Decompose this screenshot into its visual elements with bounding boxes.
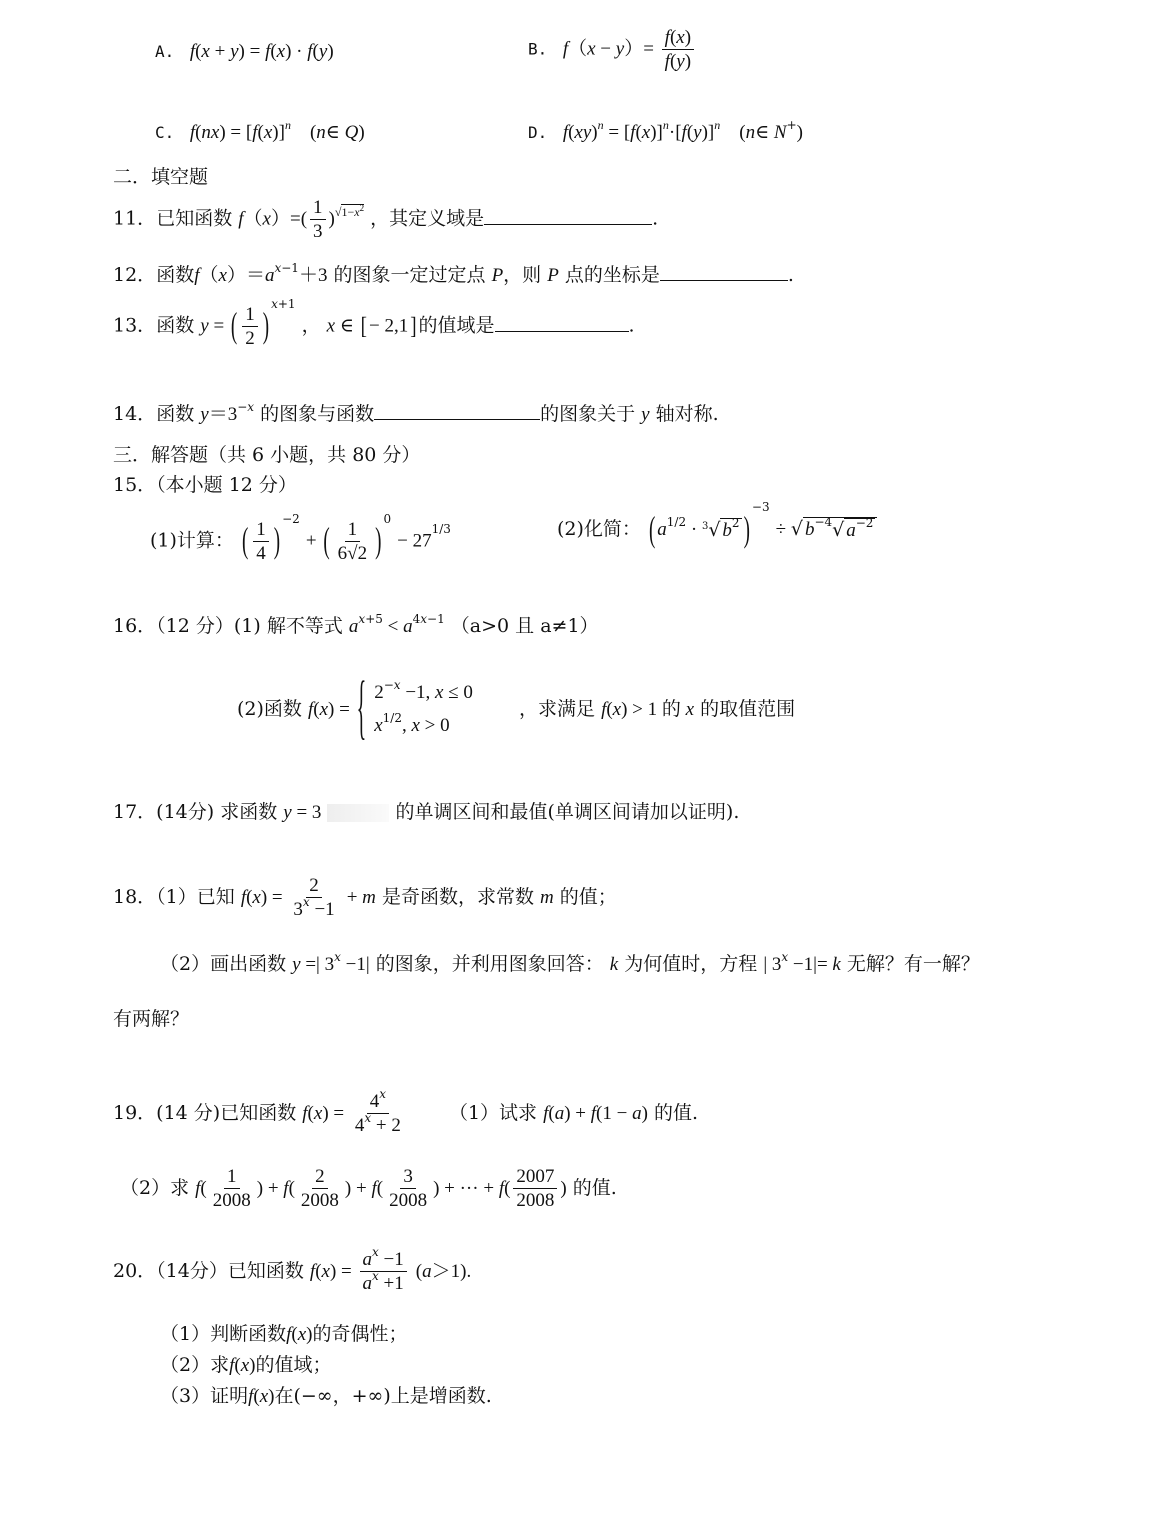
question-18-part-2: （2）画出函数 y =| $3^x -1|$ 的图象，并利用图象回答： k 为何值时，方程 | $3^x -1|= k$ 无解？有一解？ (160, 950, 980, 975)
section-2-title: 二．填空题 (113, 166, 209, 188)
question-20: 20．（14分）已知函数 f(x) = $\frac{a^x -1}{a^x +1}$ (a＞1). (113, 1245, 472, 1294)
choice-d: D. $f(xy)^n = [f(x)]^n\cdot[f(y)]^n$ (n∈ N+) (528, 118, 803, 143)
choice-c: C. $f(nx) = [f(x)]^n$ (n∈ Q) (155, 118, 365, 143)
piecewise-case-2: $x^{1/2}$, x > 0 (374, 711, 450, 737)
choice-b: B. f（x − y）= $\frac{f(x)}{f(y)}$ (528, 28, 697, 71)
answer-blank-12[interactable] (660, 262, 788, 281)
question-12: 12．函数$f(x)=a^{x-1}+3$ 的图象一定过定点 P，则 P 点的坐标是 . (113, 261, 794, 286)
question-15-header: 15．（本小题 12 分） (113, 474, 297, 496)
answer-blank-11[interactable] (484, 206, 652, 225)
choice-c-label: C. (155, 123, 175, 142)
question-18-part-1: 18．（1）已知 f(x) = $\frac{2}{3^x -1}$ + m 是奇函数，求常数 m 的值； (113, 875, 617, 920)
question-13: 13．函数 y = ( $\frac{1}{2}$ )$^{x+1}$ ， x ∈ [ − 2,1 ] 的值域是 . (113, 296, 635, 349)
choice-a: A. f(x + y) = f(x) · f(y) (155, 41, 334, 62)
choice-a-label: A. (155, 42, 175, 61)
question-18-part-2-wrap: 有两解？ (113, 1008, 190, 1030)
question-11: 11．已知函数 f（x）=( $\frac{1}{3}$ )$^{√1-x^2}$ ，其定义域是 . (113, 197, 659, 242)
question-19-part-2: （2）求 f( $\frac{1}{2008}$ ) + f( $\frac{2}{2008}$ ) + f( $\frac{3}{2008}$ ) + ··· + f( $\frac{2007}{2008}$ ) 的值. (120, 1166, 617, 1211)
choice-b-fraction: $\frac{f(x)}{f(y)}$ (662, 28, 694, 71)
question-14: 14．函数 $y=3^{-x}$ 的图象与函数 的图象关于 y 轴对称. (113, 400, 719, 425)
question-19-part-1: 19．(14 分)已知函数 f(x) = $\frac{4^x}{4^x + 2}$ （1）试求 f(a) + f(1 − a) 的值. (113, 1087, 698, 1136)
piecewise-case-1: $2^{-x} -1$, x ≤ 0 (374, 678, 473, 703)
question-20-item-2: （2）求f(x)的值域； (160, 1354, 332, 1376)
question-17: 17．(14分) 求函数 y = 3 的单调区间和最值(单调区间请加以证明). (113, 801, 740, 823)
question-15-part-1: (1)计算： ( $\frac{1}{4}$ )$^{-2}$ + ( $\frac{1}{6√2}$ )$^0 - 27^{1/3}$ (150, 511, 451, 564)
answer-blank-13[interactable] (495, 313, 629, 332)
question-20-item-3: （3）证明f(x)在(−∞，+∞)上是增函数. (160, 1385, 492, 1407)
question-15-part-2: (2)化简： ( $a^{1/2} \cdot ^3√$ $b^2$ )$^{-3}$ ÷ √ $b^{-4}√$ $a^{-2}$ (557, 520, 877, 540)
section-3-title: 三．解答题（共 6 小题，共 80 分） (113, 444, 421, 466)
choice-d-label: D. (528, 123, 548, 142)
choice-a-formula: f (180, 41, 196, 62)
blurred-exponent (327, 804, 389, 822)
question-20-item-1: （1）判断函数f(x)的奇偶性； (160, 1323, 408, 1345)
question-16-part-1: 16．（12 分）(1) 解不等式 $a^{x+5} < a^{4x-1}$ （a>0 且 a≠1） (113, 612, 599, 637)
answer-blank-14[interactable] (374, 401, 540, 420)
question-16-part-2: (2)函数 f(x) = { $2^{-x} -1$, x ≤ 0 $x^{1/2}$, x > 0 ，求满足 f(x) > 1 的 x 的取值范围 (237, 669, 796, 749)
choice-b-label: B. (528, 39, 548, 59)
